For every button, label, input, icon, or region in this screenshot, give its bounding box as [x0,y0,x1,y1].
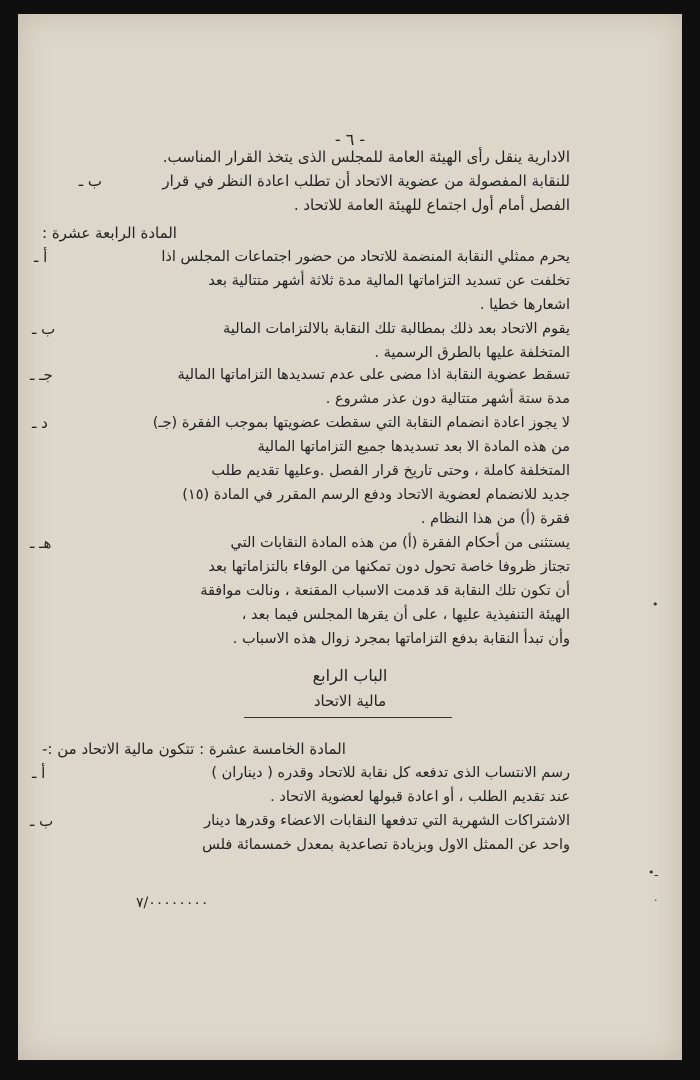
binding-mark: · [654,894,658,907]
item-label: أ ـ [34,248,48,266]
article-14-line: المتخلفة عليها بالطرق الرسمية . [374,345,570,361]
article-15-line: الاشتراكات الشهرية التي تدفعها النقابات الاعضاء وقدرها دينار [204,813,570,829]
article-14-line: وأن تبدأ النقابة بدفع التزاماتها بمجرد زوال هذه الاسباب . [232,631,570,647]
article-15-heading: المادة الخامسة عشرة : تتكون مالية الاتحاد من :- [42,740,346,758]
top-text-line: الادارية ينقل رأى الهيئة العامة للمجلس الذى يتخذ القرار المناسب. [162,148,570,166]
article-14-line: يستثنى من أحكام الفقرة (أ) من هذه المادة النقابات التي [230,535,570,551]
chapter-underline [244,717,452,718]
item-label: أ ـ [32,764,46,782]
article-14-line: تجتاز ظروفا خاصة تحول دون تمكنها من الوفاء بالتزاماتها بعد [208,559,570,575]
article-14-line: جديد للانضمام لعضوية الاتحاد ودفع الرسم المقرر في المادة (١٥) [182,487,570,503]
article-14-line: المتخلفة كاملة ، وحتى تاريخ قرار الفصل .وعليها تقديم طلب [211,463,570,479]
top-text-line: للنقابة المفصولة من عضوية الاتحاد أن تطلب اعادة النظر في قرار [162,172,570,190]
article-14-line: اشعارها خطيا . [479,297,570,313]
item-label: جـ ـ [30,366,53,384]
item-label: ب ـ [30,812,54,830]
page-number: - ٦ - [334,130,366,149]
article-14-line: الهيئة التنفيذية عليها ، على أن يقرها المجلس فيما بعد ، [241,607,570,623]
chapter-subtitle: مالية الاتحاد [313,692,387,710]
item-label: هـ ـ [30,534,52,552]
article-14-line: تخلفت عن تسديد التزاماتها المالية مدة ثلاثة أشهر متتالية بعد [208,273,570,289]
article-14-line: من هذه المادة الا بعد تسديدها جميع التزاماتها المالية [257,439,570,455]
item-label: د ـ [32,414,48,432]
article-15-line: رسم الانتساب الذى تدفعه كل نقابة للاتحاد وقدره ( ديناران ) [211,765,570,781]
article-15-line: واحد عن الممثل الاول وبزيادة تصاعدية بمعدل خمسمائة فلس [202,837,570,853]
item-label-b-top: ب ـ [78,172,102,190]
article-14-line: أن تكون تلك النقابة قد قدمت الاسباب المقنعة ، ونالت موافقة [200,583,570,599]
document-content [18,14,682,1060]
article-14-line: تسقط عضوية النقابة اذا مضى على عدم تسديدها التزاماتها المالية [177,367,570,383]
article-14-line: فقرة (أ) من هذا النظام . [420,511,570,527]
chapter-title: الباب الرابع [312,666,388,685]
binding-mark: ـ• [648,866,658,879]
item-label: ب ـ [32,320,56,338]
article-14-line: يقوم الاتحاد بعد ذلك بمطالبة تلك النقابة بالالتزامات المالية [223,321,570,337]
article-14-heading: المادة الرابعة عشرة : [42,224,177,242]
binding-mark: • [652,598,659,611]
article-15-line: عند تقديم الطلب ، أو اعادة قبولها لعضوية الاتحاد . [270,789,570,805]
article-14-line: يحرم ممثلي النقابة المنضمة للاتحاد من حضور اجتماعات المجلس اذا [161,249,570,265]
article-14-line: لا يجوز اعادة انضمام النقابة التي سقطت عضويتها بموجب الفقرة (جـ) [152,415,570,431]
article-14-line: مدة ستة أشهر متتالية دون عذر مشروع . [325,391,570,407]
footer-code: ٧/٠٠٠٠٠٠٠٠ [136,895,209,911]
top-text-line: الفصل أمام أول اجتماع للهيئة العامة للاتحاد . [293,196,570,214]
